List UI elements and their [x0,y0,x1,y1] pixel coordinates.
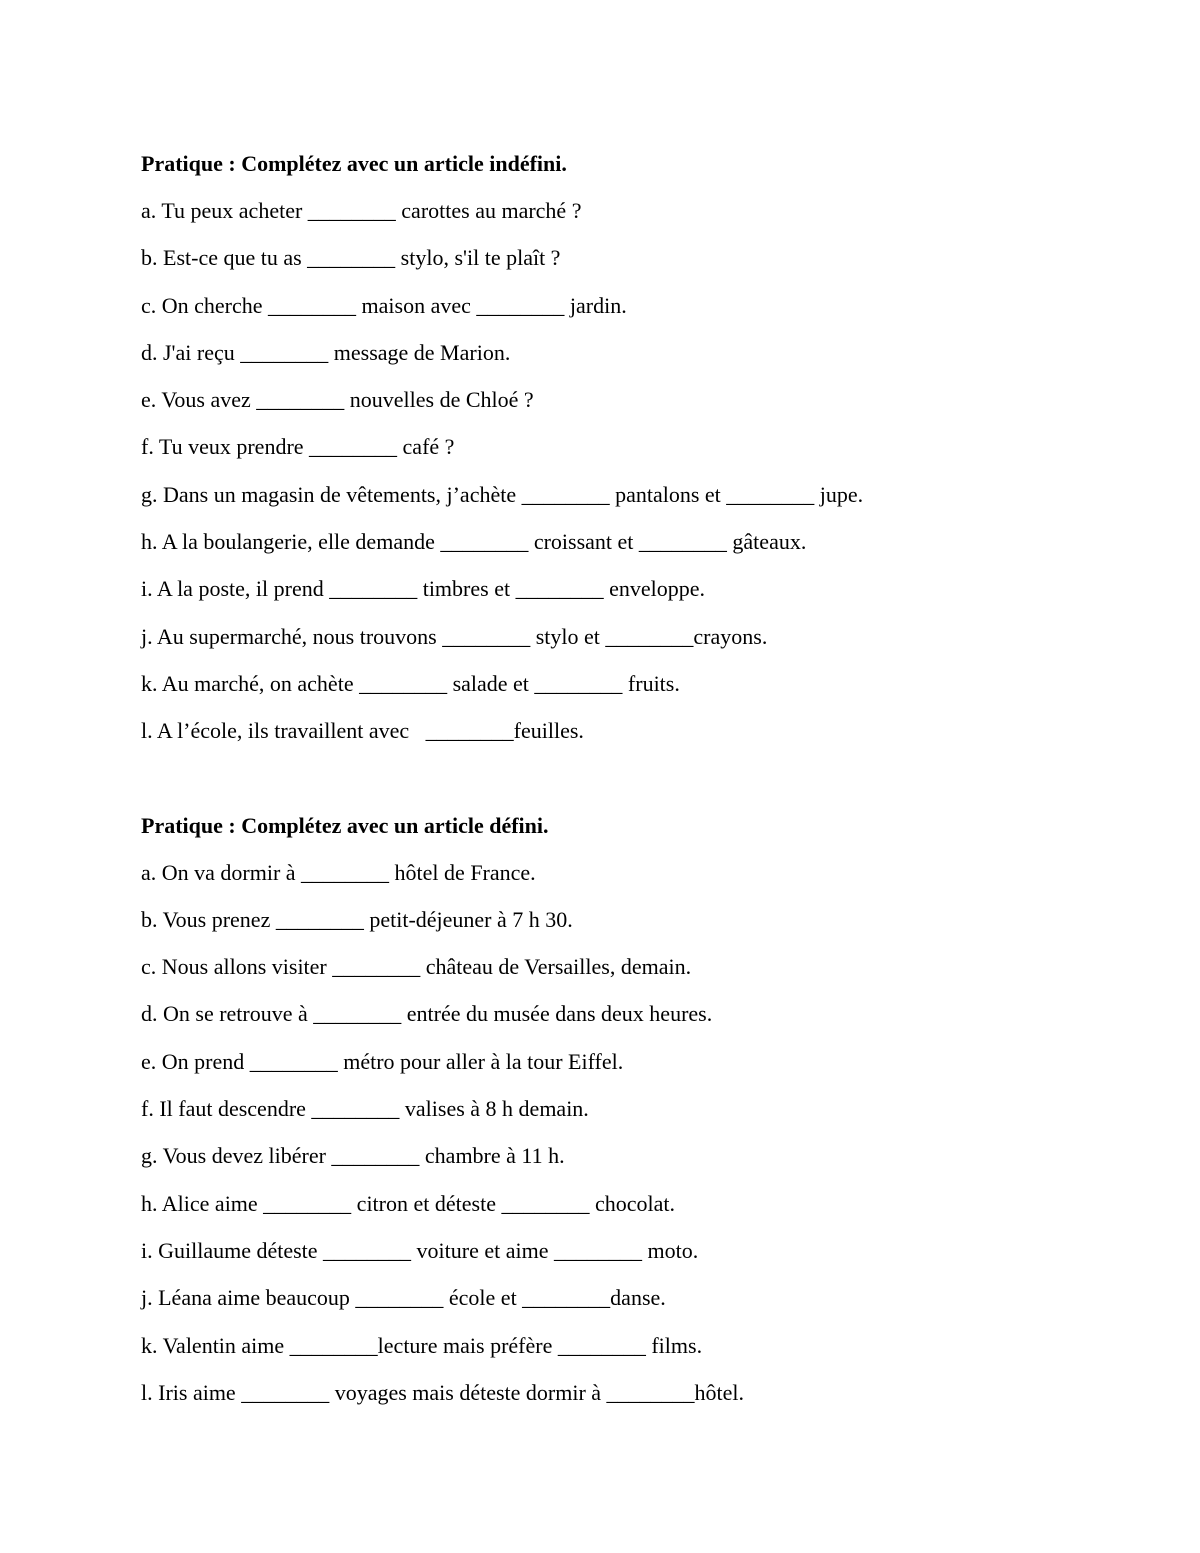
exercise-item-b: b. Vous prenez ________ petit-déjeuner à 7 h 30. [141,906,573,932]
exercise-item-c: c. On cherche ________ maison avec ________ jardin. [141,292,627,318]
exercise-item-j: j. Léana aime beaucoup ________ école et ________danse. [141,1285,666,1311]
exercise-item-c: c. Nous allons visiter ________ château de Versailles, demain. [141,954,692,980]
exercise-item-f: f. Tu veux prendre ________ café ? [141,434,455,460]
exercise-item-f: f. Il faut descendre ________ valises à 8 h demain. [141,1096,589,1122]
worksheet-page [141,140,1141,1416]
exercise-item-e: e. On prend ________ métro pour aller à la tour Eiffel. [141,1048,624,1074]
exercise-item-d: d. J'ai reçu ________ message de Marion. [141,339,511,365]
exercise-item-a: a. Tu peux acheter ________ carottes au marché ? [141,198,582,223]
exercise-item-k: k. Valentin aime ________lecture mais préfère ________ films. [141,1332,703,1358]
exercise-item-a: a. On va dormir à ________ hôtel de France. [141,859,536,885]
exercise-item-g: g. Dans un magasin de vêtements, j’achète ________ pantalons et ________ jupe. [141,481,864,507]
exercise-item-b: b. Est-ce que tu as ________ stylo, s'il te plaît ? [141,245,561,271]
exercise-item-g: g. Vous devez libérer ________ chambre à 11 h. [141,1143,565,1169]
exercise-item-l: l. A l’école, ils travaillent avec ________feuilles. [141,718,584,744]
exercise-item-i: i. Guillaume déteste ________ voiture et aime ________ moto. [141,1237,699,1263]
exercise-item-i: i. A la poste, il prend ________ timbres et ________ enveloppe. [141,576,705,602]
exercise-item-k: k. Au marché, on achète ________ salade et ________ fruits. [141,670,680,696]
section-heading: Pratique : Complétez avec un article défini. [141,812,549,838]
exercise-item-e: e. Vous avez ________ nouvelles de Chloé ? [141,387,534,413]
section-indefinite-articles [141,140,1141,755]
exercise-item-h: h. Alice aime ________ citron et déteste ________ chocolat. [141,1190,675,1216]
section-heading: Pratique : Complétez avec un article indéfini. [141,151,567,176]
exercise-item-l: l. Iris aime ________ voyages mais déteste dormir à ________hôtel. [141,1379,745,1405]
exercise-item-d: d. On se retrouve à ________ entrée du musée dans deux heures. [141,1001,713,1027]
exercise-item-j: j. Au supermarché, nous trouvons ________ stylo et ________crayons. [141,623,768,649]
section-definite-articles [141,802,1141,1417]
exercise-item-h: h. A la boulangerie, elle demande ________ croissant et ________ gâteaux. [141,529,807,555]
